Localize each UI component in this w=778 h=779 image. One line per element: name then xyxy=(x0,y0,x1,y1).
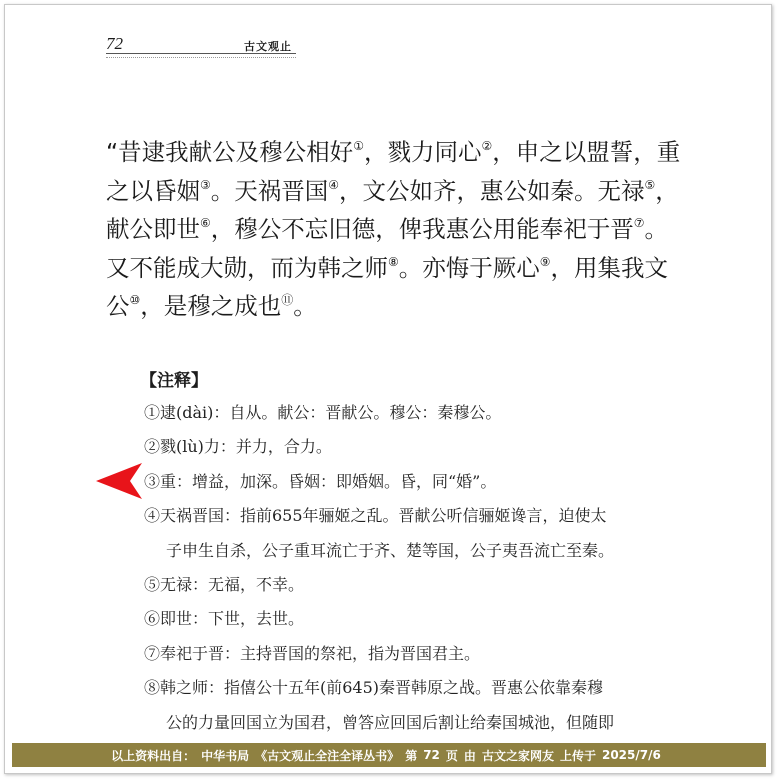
note-item: ⑥即世：下世，去世。 xyxy=(144,609,305,629)
page-header xyxy=(106,34,306,56)
footnote-marker: ④ xyxy=(328,177,340,192)
passage-segment: ，戮力同心 xyxy=(363,138,482,166)
notes-list xyxy=(144,396,684,740)
footnote-marker: ⑪ xyxy=(281,293,294,307)
header-sub-rule xyxy=(106,57,296,60)
footer-by: 由 xyxy=(463,748,476,763)
notes-heading: 【注释】 xyxy=(140,371,208,391)
note-item: ③重：增益，加深。昏姻：即婚姻。昏，同“婚”。 xyxy=(144,471,497,491)
footnote-marker: ⑤ xyxy=(644,177,656,192)
passage-segment: ，申之以盟誓，重之以昏姻 xyxy=(106,138,681,205)
footnote-marker: ⑥ xyxy=(200,216,211,230)
footer-uploader: 古文之家网友 xyxy=(481,748,554,763)
footer-uploaded-label: 上传于 xyxy=(559,748,596,763)
footnote-marker: ③ xyxy=(200,177,211,192)
footer-book-title: 《古文观止全注全译丛书》 xyxy=(255,748,400,763)
passage-segment: 。天祸晋国 xyxy=(210,176,329,205)
footnote-marker: ② xyxy=(481,139,493,153)
footer-page-prefix: 第 xyxy=(405,748,418,763)
passage-segment: ，穆公不忘旧德，俾我惠公用能奉祀于晋 xyxy=(210,215,634,243)
footnote-marker: ⑧ xyxy=(388,254,399,269)
running-title: 古文观止 xyxy=(244,40,292,53)
main-passage xyxy=(106,133,686,326)
footer-page-number: 72 xyxy=(423,748,440,762)
passage-segment: ，文公如齐，惠公如秦。无禄 xyxy=(339,176,645,205)
note-item: ⑦奉祀于晋：主持晋国的祭祀，指为晋国君主。 xyxy=(144,643,481,663)
footnote-marker: ⑨ xyxy=(539,254,551,269)
passage-segment: ，是穆之成也 xyxy=(140,292,282,320)
footer-source-label: 以上资料出自： xyxy=(111,748,196,763)
note-item: ①逮(dài)：自从。献公：晋献公。穆公：秦穆公。 xyxy=(144,403,502,422)
footnote-marker: ⑩ xyxy=(129,293,141,307)
note-item: ⑤无禄：无福，不幸。 xyxy=(144,575,305,595)
passage-segment: ，献公即世 xyxy=(106,176,679,243)
passage-segment: “昔逮我献公及穆公相好 xyxy=(106,138,354,166)
footnote-marker: ① xyxy=(353,139,364,153)
note-item: ④天祸晋国：指前655年骊姬之乱。晋献公听信骊姬谗言，迫使太 xyxy=(144,506,607,526)
source-footer-bar xyxy=(12,743,766,767)
page-number: 72 xyxy=(106,34,123,53)
footer-publisher: 中华书局 xyxy=(201,748,250,763)
header-rule xyxy=(106,53,296,54)
red-arrow-icon xyxy=(96,463,142,499)
passage-segment: ，用集我文公 xyxy=(106,253,669,320)
note-item-continuation: 子申生自杀，公子重耳流亡于齐、楚等国，公子夷吾流亡至秦。 xyxy=(166,540,615,560)
footer-date: 2025/7/6 xyxy=(601,748,661,762)
passage-segment: 。亦悔于厥心 xyxy=(398,253,540,282)
note-item-continuation: 公的力量回国立为国君，曾答应回国后割让给秦国城池，但随即 xyxy=(166,712,615,732)
footer-page-suffix: 页 xyxy=(445,748,458,763)
passage-segment: 。又不能成大勋，而为韩之师 xyxy=(106,215,669,282)
passage-segment: 。 xyxy=(293,292,317,320)
footnote-marker: ⑦ xyxy=(633,216,645,230)
note-item: ⑧韩之师：指僖公十五年(前645)秦晋韩原之战。晋惠公依靠秦穆 xyxy=(144,678,604,698)
note-item: ②戮(lù)力：并力，合力。 xyxy=(144,437,332,457)
